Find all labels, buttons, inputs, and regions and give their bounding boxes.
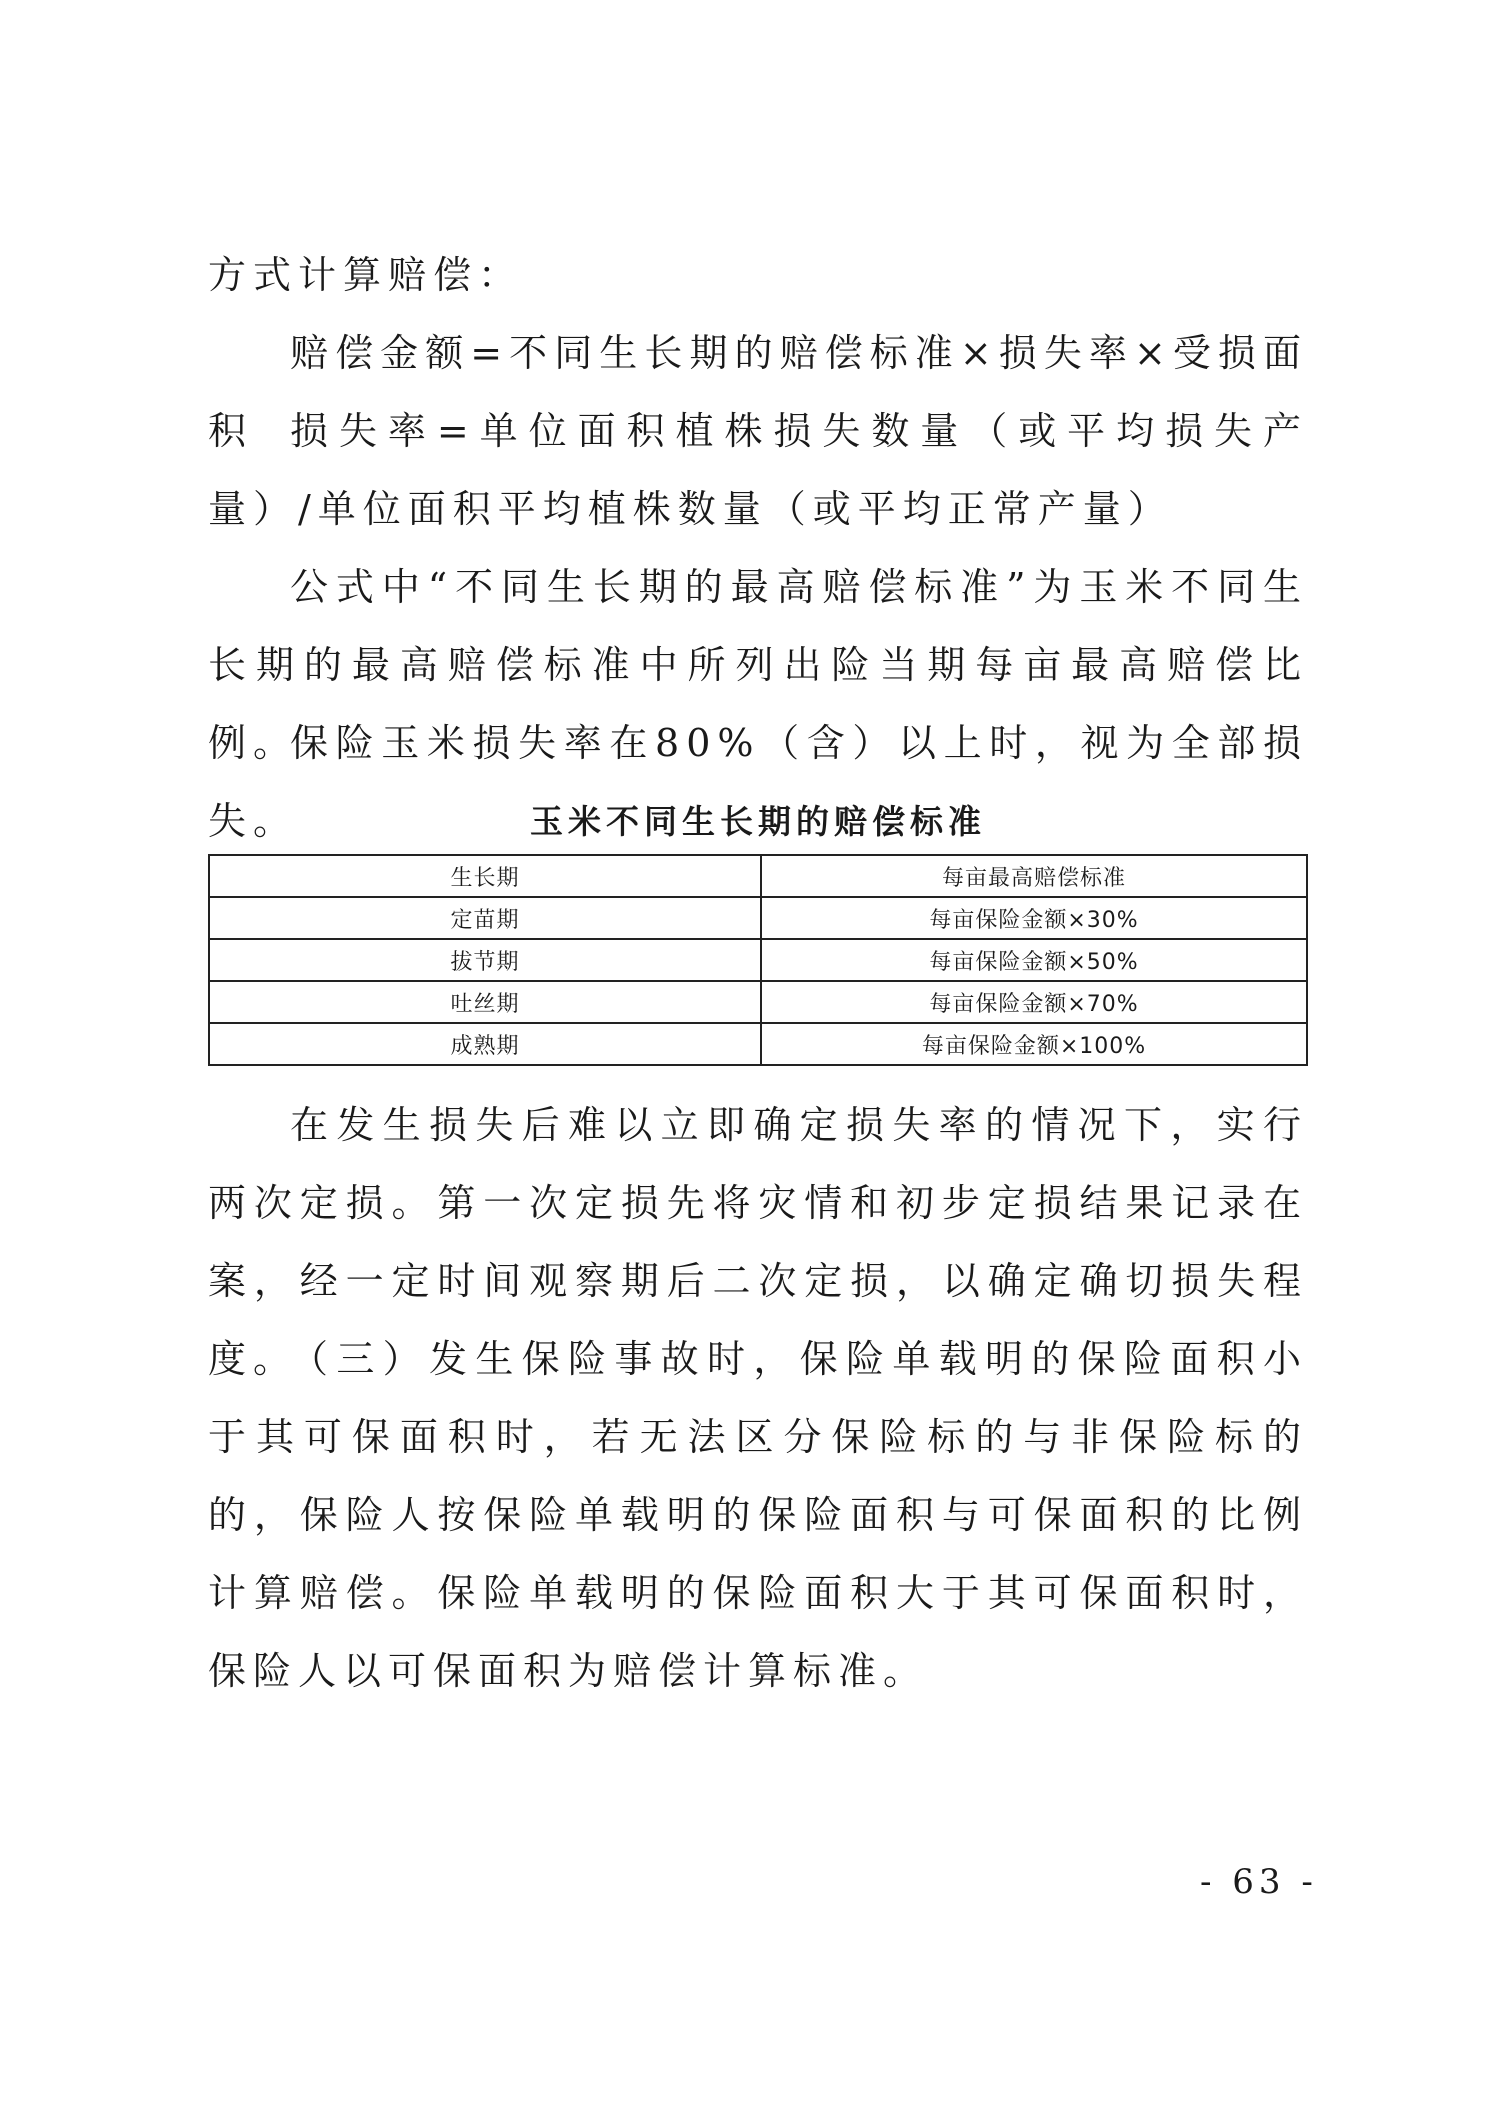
compensation-standard-table [208, 854, 1308, 1066]
table-row [209, 939, 1307, 981]
table-header-cell: 生长期 [209, 855, 761, 897]
table-title: 玉米不同生长期的赔偿标准 [530, 802, 986, 841]
table-cell-standard: 每亩保险金额×50% [761, 939, 1307, 981]
table-cell-stage: 吐丝期 [209, 981, 761, 1023]
paragraph-formula-note: 公式中“不同生长期的最高赔偿标准”为玉米不同生长期的最高赔偿标准中所列出险当期每亩最高赔偿比例。 [208, 565, 1308, 765]
paragraph-formula-intro: 方式计算赔偿： [208, 253, 524, 297]
table-cell-standard: 每亩保险金额×30% [761, 897, 1307, 939]
paragraph-insured-area-rule: （三）发生保险事故时，保险单载明的保险面积小于其可保面积时，若无法区分保险标的与非保险标的的，保险人按保险单载明的保险面积与可保面积的比例计算赔偿。保险单载明的保险面积大于其可保面积时，保险人以可保面积为赔偿计算标准。 [208, 1337, 1308, 1693]
table-header-row [209, 855, 1307, 897]
table-row [209, 1023, 1307, 1065]
table-row [209, 981, 1307, 1023]
table-row [209, 897, 1307, 939]
table-cell-stage: 定苗期 [209, 897, 761, 939]
table-header-cell: 每亩最高赔偿标准 [761, 855, 1307, 897]
table-cell-standard: 每亩保险金额×70% [761, 981, 1307, 1023]
table-cell-standard: 每亩保险金额×100% [761, 1023, 1307, 1065]
table-cell-stage: 拔节期 [209, 939, 761, 981]
paragraph-compensation-formula: 赔偿金额=不同生长期的赔偿标准×损失率×受损面积 [208, 331, 1308, 453]
page-number: - 63 - [1200, 1862, 1318, 1902]
paragraph-two-stage-assessment: 在发生损失后难以立即确定损失率的情况下，实行两次定损。第一次定损先将灾情和初步定损结果记录在案，经一定时间观察期后二次定损，以确定确切损失程度。 [208, 1103, 1308, 1381]
table-cell-stage: 成熟期 [209, 1023, 761, 1065]
paragraph-total-loss: 保险玉米损失率在80%（含）以上时，视为全部损失。 [208, 721, 1308, 843]
paragraph-loss-rate-formula: 损失率=单位面积植株损失数量（或平均损失产量）/单位面积平均植株数量（或平均正常产量） [208, 409, 1308, 531]
